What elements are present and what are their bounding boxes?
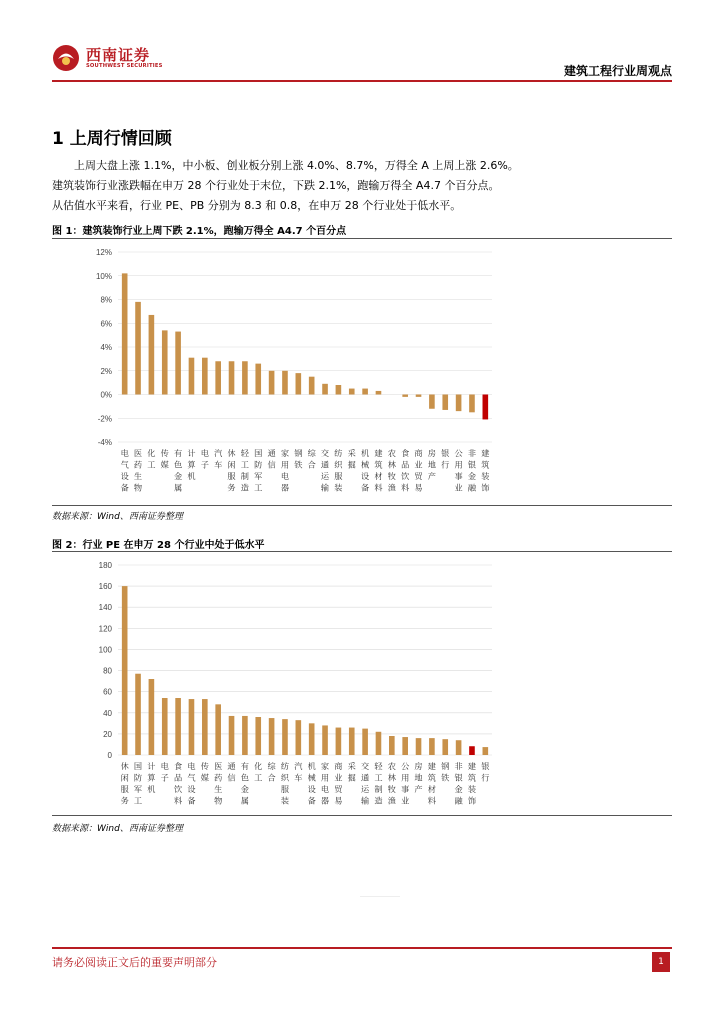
x-tick-label: 综合 [267,761,276,783]
x-tick-label: 钢铁 [294,448,303,470]
x-tick-label: 综合 [307,448,316,470]
x-tick-label: 有色金属 [174,448,183,493]
x-tick-label: 食品饮料 [401,448,410,493]
bar [336,728,342,755]
logo-chinese-name: 西南证券 [86,46,151,64]
bar [229,716,235,755]
y-tick-label: 10% [95,271,112,281]
y-tick-label: 180 [98,561,112,570]
y-tick-label: 0% [100,390,112,400]
bar [309,723,315,755]
bar [416,738,422,755]
bar [255,717,261,755]
bar [376,391,382,395]
bar [322,384,328,395]
x-tick-label: 农林牧渔 [387,448,396,493]
bar [149,315,155,395]
x-tick-label: 机械设备 [307,761,316,806]
bar [135,302,141,395]
y-tick-label: 80 [103,666,112,676]
x-tick-label: 电气设备 [187,761,196,806]
decorative-line [360,896,400,897]
figure-2-bottom-rule [52,815,672,816]
x-tick-label: 电气设备 [120,448,129,493]
x-tick-label: 国防军工 [254,448,263,493]
y-tick-label: 2% [100,366,112,376]
footer-divider [52,947,672,949]
bar [376,732,382,755]
bar [255,364,261,395]
x-tick-label: 电子 [200,448,209,470]
x-tick-label: 交通运输 [320,448,330,493]
x-tick-label: 纺织服装 [280,761,290,806]
x-tick-label: 计算机 [147,761,156,794]
figure-1-source: 数据来源：Wind、西南证券整理 [52,512,183,522]
x-tick-label: 非银金融 [454,761,463,806]
x-tick-label: 通信 [267,448,276,470]
x-tick-label: 机械设备 [361,448,370,493]
bar [469,746,475,755]
x-tick-label: 交通运输 [361,761,370,806]
x-tick-label: 医药生物 [214,761,223,806]
x-tick-label: 休闲服务 [227,448,236,493]
x-tick-label: 房地产 [427,448,436,481]
header-divider [52,80,672,82]
y-tick-label: 4% [100,343,112,352]
figure-2-bar-chart [80,553,510,815]
x-tick-label: 通信 [227,761,236,783]
bar [429,738,435,755]
y-tick-label: 120 [98,624,112,634]
figure-2-source: 数据来源：Wind、西南证券整理 [52,824,183,834]
logo-english-name: SOUTHWEST SECURITIES [86,63,163,69]
bar [269,718,275,755]
y-tick-label: 100 [98,645,112,655]
figure-2-title: 图 2：行业 PE 在申万 28 个行业中处于低水平 [52,540,265,551]
section-heading: 1 上周行情回顾 [52,129,172,149]
y-tick-label: -4% [97,438,112,447]
bar [322,725,328,755]
bar [202,358,208,395]
x-tick-label: 建筑材料 [374,448,383,493]
bar [215,704,221,755]
bar [442,739,448,755]
x-tick-label: 传媒 [160,448,169,470]
y-tick-label: 0 [107,751,112,760]
x-tick-label: 传媒 [200,761,209,783]
x-tick-label: 建筑装饰 [481,448,490,493]
x-tick-label: 医药生物 [133,448,143,493]
y-tick-label: 160 [98,582,112,592]
x-tick-label: 汽车 [294,761,303,783]
x-tick-label: 建筑装饰 [467,761,477,806]
figure-2-top-rule [52,551,672,552]
figure-1-bottom-rule [52,505,672,506]
bar [402,395,408,397]
bar [362,389,368,395]
y-tick-label: 140 [98,603,112,613]
x-tick-label: 建筑材料 [427,761,436,806]
bar [135,674,141,755]
bar [189,699,195,755]
bar [296,720,302,755]
logo-emblem-icon [52,44,80,72]
bar [215,361,221,394]
bar [242,716,248,755]
bar [175,332,181,395]
x-tick-label: 家用电器 [320,761,330,806]
footer-disclaimer: 请务必阅读正文后的重要声明部分 [52,956,217,969]
x-tick-label: 家用电器 [280,448,290,493]
bar [189,358,195,395]
bar [429,395,435,409]
x-tick-label: 银行 [481,761,490,783]
bar [309,377,315,395]
bar [402,737,408,755]
bar [242,361,248,394]
x-tick-label: 银行 [441,448,450,470]
x-tick-label: 电子 [160,761,169,783]
bar [456,395,462,412]
figure-1-title: 图 1：建筑装饰行业上周下跌 2.1%，跑输万得全 A4.7 个百分点 [52,226,347,237]
paragraph-line: 从估值水平来看，行业 PE、PB 分别为 8.3 和 0.8，在申万 28 个行业处于低水平。 [52,199,462,212]
bar [162,330,168,394]
paragraph-line: 上周大盘上涨 1.1%，中小板、创业板分别上涨 4.0%、8.7%，万得全 A 上周上涨 2.6%。 [74,159,519,172]
x-tick-label: 纺织服装 [334,448,343,493]
x-tick-label: 汽车 [214,448,223,470]
bar [389,736,395,755]
x-tick-label: 化工 [254,761,263,783]
bar [483,747,489,755]
x-tick-label: 轻工制造 [374,761,383,806]
paragraph-line: 建筑装饰行业涨跌幅在申万 28 个行业处于末位，下跌 2.1%，跑输万得全 A4.7 个百分点。 [52,179,500,192]
bar [349,389,355,395]
x-tick-label: 有色金属 [240,761,249,806]
figure-1-bar-chart [80,240,510,502]
bar [202,699,208,755]
bar [349,728,355,755]
x-tick-label: 化工 [147,448,156,470]
y-tick-label: 12% [95,248,112,257]
bar [336,385,342,395]
bar [296,373,302,394]
x-tick-label: 房地产 [414,761,423,794]
page-number: 1 [652,952,670,972]
bar [469,395,475,413]
y-tick-label: -2% [97,414,112,424]
y-tick-label: 20 [103,729,112,739]
bar [362,729,368,755]
bar [162,698,168,755]
report-title: 建筑工程行业周观点 [563,64,672,78]
x-tick-label: 国防军工 [133,761,143,806]
x-tick-label: 采掘 [347,761,356,783]
x-tick-label: 商业贸易 [414,448,423,493]
y-tick-label: 6% [100,319,112,329]
bar [416,395,422,397]
y-tick-label: 40 [103,708,112,718]
x-tick-label: 非银金融 [467,448,477,493]
bar [122,273,128,394]
bar [483,395,489,420]
x-tick-label: 休闲服务 [120,761,129,806]
x-tick-label: 公用事业 [454,448,463,493]
company-logo [52,44,202,74]
x-tick-label: 商业贸易 [334,761,343,806]
bar [282,719,288,755]
bar [442,395,448,410]
bar [175,698,181,755]
x-tick-label: 轻工制造 [240,448,249,493]
bar [282,371,288,395]
x-tick-label: 公用事业 [401,761,410,806]
x-tick-label: 采掘 [347,448,356,470]
y-tick-label: 8% [100,295,112,305]
x-tick-label: 钢铁 [441,761,450,783]
bar [269,371,275,395]
x-tick-label: 食品饮料 [174,761,183,806]
y-tick-label: 60 [103,687,112,697]
bar [122,586,128,755]
bar [149,679,155,755]
x-tick-label: 计算机 [187,448,196,481]
bar [229,361,235,394]
bar [456,740,462,755]
x-tick-label: 农林牧渔 [387,761,396,806]
figure-1-top-rule [52,238,672,239]
